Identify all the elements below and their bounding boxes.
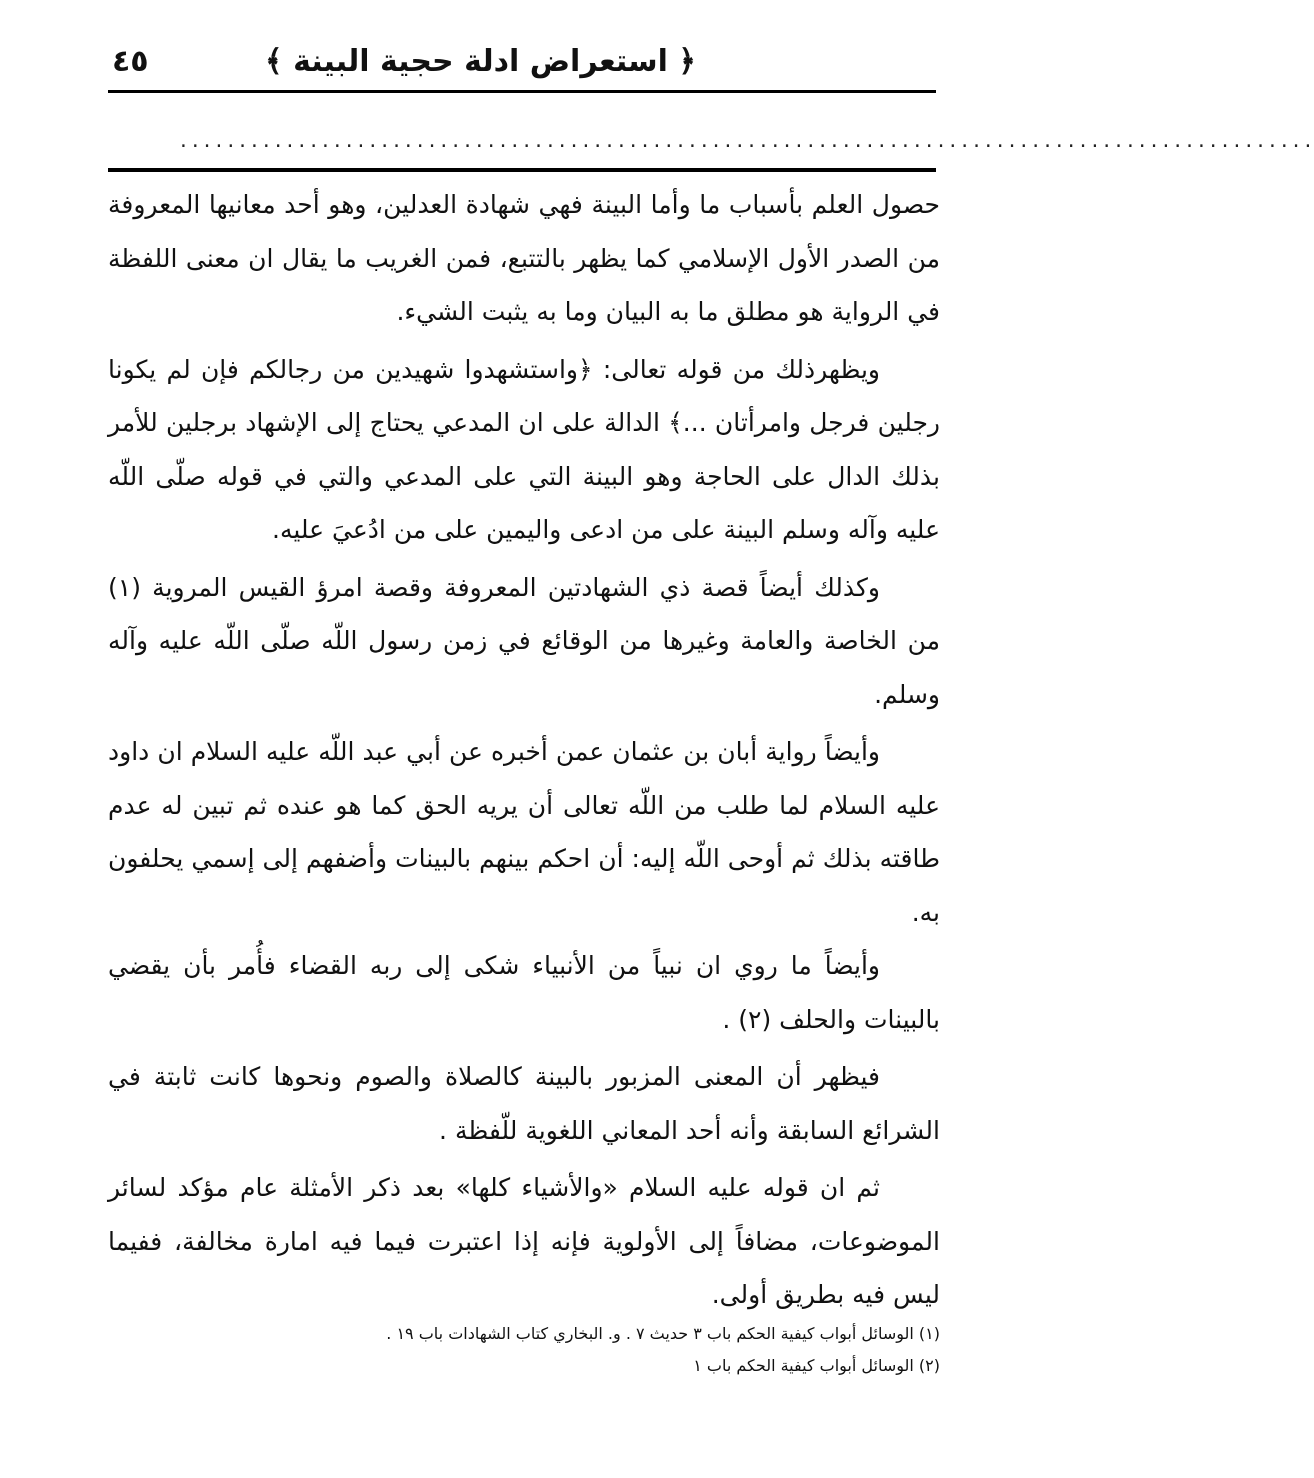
paragraph: ثم ان قوله عليه السلام «والأشياء كلها» بعد ذكر الأمثلة عام مؤكد لسائر الموضوعات، مضافاً إلى الأولوية فإنه إذا اعتبرت فيما فيه امارة مخالفة، ففيما ليس فيه بطريق أولى. [108,1173,940,1309]
footnotes [108,1318,940,1382]
header-rule [108,90,936,93]
footnote: (١) الوسائل أبواب كيفية الحكم باب ٣ حديث ٧ . و. البخاري كتاب الشهادات باب ١٩ . [386,1324,940,1343]
paragraph: وأيضاً ما روي ان نبياً من الأنبياء شكى إلى ربه القضاء فأُمر بأن يقضي بالبينات والحلف (٢) . [108,951,940,1034]
footnote: (٢) الوسائل أبواب كيفية الحكم باب ١ [693,1356,940,1375]
paragraph: وكذلك أيضاً قصة ذي الشهادتين المعروفة وقصة امرؤ القيس المروية (١) من الخاصة والعامة وغيرها من الوقائع في زمن رسول اللّه صلّى اللّه عليه وآله وسلم. [108,572,940,709]
paragraph: حصول العلم بأسباب ما وأما البينة فهي شهادة العدلين، وهو أحد معانيها المعروفة من الصدر الأول الإسلامي كما يظهر بالتتبع، فمن الغريب ما يقال ان معنى اللفظة في الرواية هو مطلق ما به البيان وما به يثبت الشيء. [108,190,940,326]
body-text [108,178,940,1322]
paragraph: وأيضاً رواية أبان بن عثمان عمن أخبره عن أبي عبد اللّه عليه السلام ان داود عليه السلام لما طلب من اللّه تعالى أن يريه الحق كما هو عنده ثم تبين له عدم طاقته بذلك ثم أوحى اللّه إليه: أن احكم بينهم بالبينات وأضفهم إلى إسمي يحلفون به. [108,737,940,927]
section-rule [108,168,936,172]
page-number: ٤٥ [112,44,149,79]
dotted-separator: ................................................................................................ [178,131,1314,152]
page-header [108,28,936,88]
running-title: ﴿ استعراض ادلة حجية البينة ﴾ [265,44,696,79]
paragraph: فيظهر أن المعنى المزبور بالبينة كالصلاة والصوم ونحوها كانت ثابتة في الشرائع السابقة وأنه أحد المعاني اللغوية للّفظة . [108,1062,940,1145]
paragraph: ويظهرذلك من قوله تعالى: ﴿واستشهدوا شهيدين من رجالكم فإن لم يكونا رجلين فرجل وامرأتان ...﴾ الدالة على ان المدعي يحتاج إلى الإشهاد برجلين للأمر بذلك الدال على الحاجة وهو البينة التي على المدعي والتي في قوله صلّى اللّه عليه وآله وسلم البينة على من ادعى واليمين على من ادُعيَ عليه. [108,354,940,544]
